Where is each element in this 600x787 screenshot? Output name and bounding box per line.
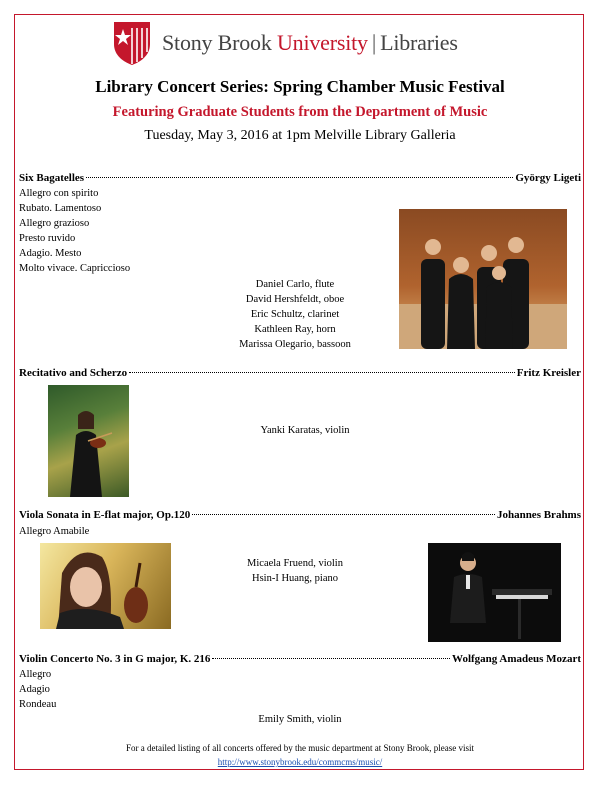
quintet-photo [399, 209, 567, 349]
movement: Presto ruvido [19, 233, 76, 244]
piece-title: Violin Concerto No. 3 in G major, K. 216 [19, 653, 211, 665]
movement: Rubato. Lamentoso [19, 203, 102, 214]
movement: Rondeau [19, 699, 57, 710]
performer: David Hershfeldt, oboe [245, 294, 345, 305]
performer-list [190, 277, 400, 352]
logo-wordmark [162, 30, 458, 56]
performer: Daniel Carlo, flute [255, 279, 335, 290]
performer-list [220, 712, 380, 727]
performer: Kathleen Ray, horn [254, 324, 336, 335]
logo-separator: | [371, 30, 377, 55]
movement: Adagio [19, 684, 50, 695]
movement: Adagio. Mesto [19, 248, 82, 259]
piece-composer: Wolfgang Amadeus Mozart [452, 653, 581, 665]
performer: Micaela Fruend, violin [247, 558, 343, 569]
piece-heading [19, 367, 581, 379]
piece-heading [19, 653, 581, 665]
performer-list [215, 556, 375, 586]
movement-list [19, 667, 56, 712]
performer: Eric Schultz, clarinet [250, 309, 340, 320]
performer: Yanki Karatas, violin [260, 425, 350, 436]
piece-title: Viola Sonata in E-flat major, Op.120 [19, 509, 191, 521]
logo-university: University [276, 30, 368, 55]
violinist-photo [48, 385, 129, 497]
movement: Molto vivace. Capriccioso [19, 263, 131, 274]
piece-heading [19, 509, 581, 521]
page-subtitle: Featuring Graduate Students from the Department of Music [112, 104, 488, 120]
performer: Marissa Olegario, bassoon [239, 339, 351, 350]
footer-text: For a detailed listing of all concerts offered by the music department at Stony Brook, please visit [126, 743, 474, 753]
piece-composer: Fritz Kreisler [516, 367, 581, 379]
movement-list [19, 186, 130, 276]
performer-list [230, 423, 380, 438]
piece-title: Recitativo and Scherzo [19, 367, 128, 379]
violist-photo [40, 543, 171, 629]
movement: Allegro Amabile [19, 526, 90, 537]
leader-dots [212, 658, 450, 659]
movement: Allegro [19, 669, 52, 680]
library-logo [110, 20, 458, 66]
page-title: Library Concert Series: Spring Chamber Music Festival [95, 77, 505, 96]
piece-composer: Johannes Brahms [496, 509, 581, 521]
performer: Hsin-I Huang, piano [251, 573, 339, 584]
logo-name: Stony Brook [162, 30, 272, 55]
leader-dots [86, 177, 513, 178]
movement: Allegro con spirito [19, 188, 99, 199]
music-department-link[interactable]: http://www.stonybrook.edu/commcms/music/ [217, 757, 383, 767]
leader-dots [129, 372, 515, 373]
pianist-photo [428, 543, 561, 642]
logo-libraries: Libraries [380, 30, 458, 55]
performer: Emily Smith, violin [258, 714, 342, 725]
piece-heading [19, 172, 581, 184]
piece-composer: György Ligeti [515, 172, 581, 184]
movement: Allegro grazioso [19, 218, 90, 229]
stony-brook-star-shield-icon [110, 20, 154, 66]
event-date: Tuesday, May 3, 2016 at 1pm Melville Library Galleria [144, 128, 456, 143]
leader-dots [192, 514, 495, 515]
footer-note [0, 741, 600, 769]
movement-list [19, 524, 89, 539]
piece-title: Six Bagatelles [19, 172, 85, 184]
